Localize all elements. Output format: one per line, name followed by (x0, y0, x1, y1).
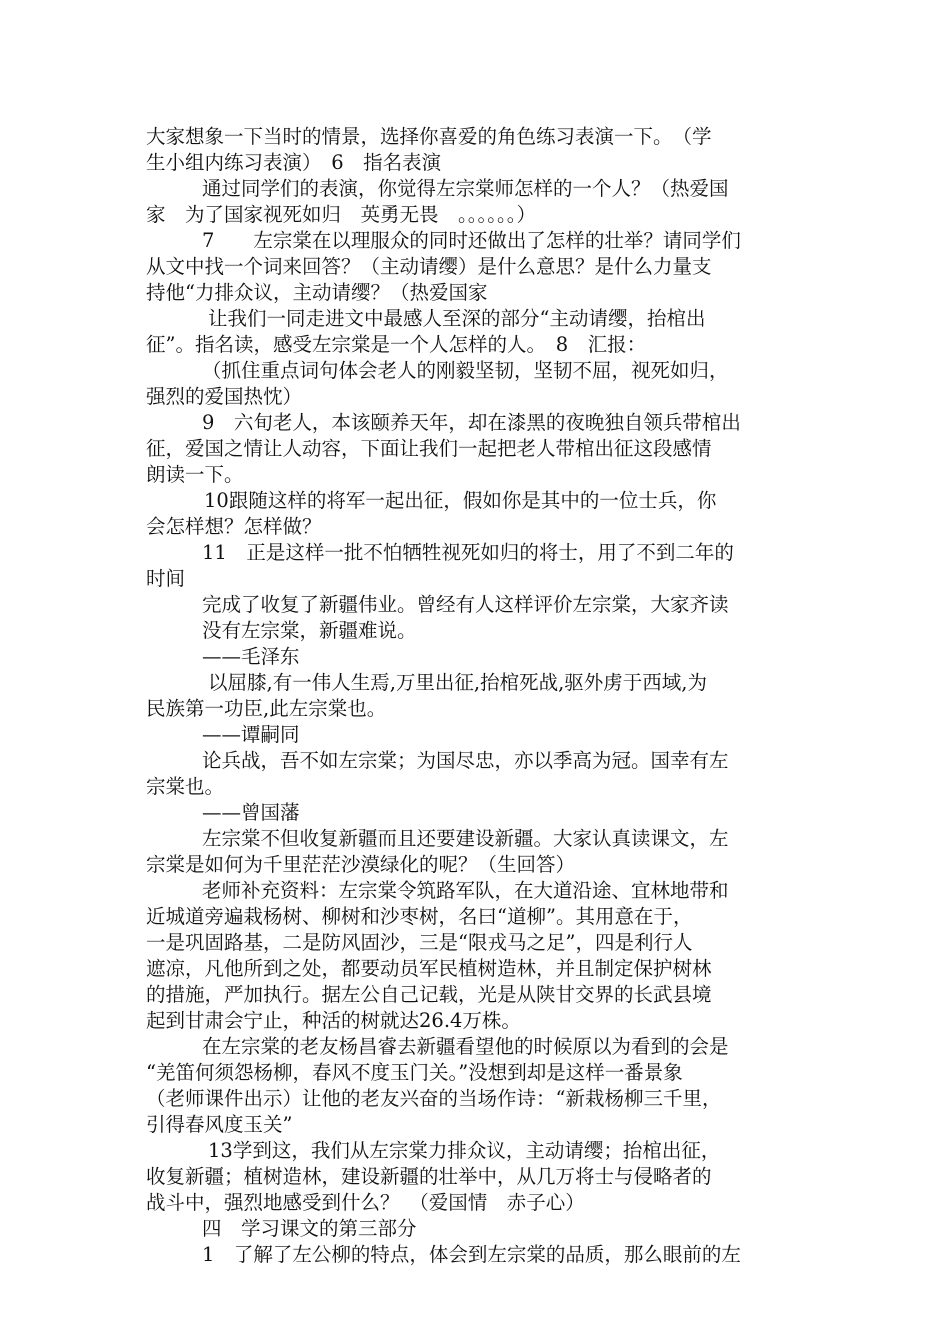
text-line: （老师课件出示）让他的老友兴奋的当场作诗：“新栽杨柳三千里， (146, 1087, 722, 1110)
text-line: 的措施，严加执行。据左公自己记载，光是从陕甘交界的长武县境 (146, 983, 712, 1006)
text-line: （抓住重点词句体会老人的刚毅坚韧，坚韧不屈，视死如归， (202, 359, 729, 382)
text-line: 1 了解了左公柳的特点，体会到左宗棠的品质，那么眼前的左 (202, 1243, 741, 1266)
text-line: 宗棠是如何为千里茫茫沙漠绿化的呢？（生回答） (146, 853, 576, 876)
text-line: 在左宗棠的老友杨昌睿去新疆看望他的时候原以为看到的会是 (202, 1035, 729, 1058)
text-line: ——毛泽东 (202, 645, 300, 668)
text-line: 11 正是这样一批不怕牺牲视死如归的将士，用了不到二年的 (202, 541, 734, 564)
text-line: 9 六旬老人，本该颐养天年，却在漆黑的夜晚独自领兵带棺出 (202, 411, 741, 434)
text-line: 完成了收复了新疆伟业。曾经有人这样评价左宗棠，大家齐读 (202, 593, 729, 616)
text-line: 宗棠也。 (146, 775, 225, 798)
text-line: 7 左宗棠在以理服众的同时还做出了怎样的壮举？请同学们 (202, 229, 741, 252)
text-line: 没有左宗棠，新疆难说。 (202, 619, 417, 642)
text-line: 征”。指名读，感受左宗棠是一个人怎样的人。 8 汇报： (146, 333, 647, 356)
text-line: 民族第一功臣,此左宗棠也。 (146, 697, 387, 720)
text-line: 论兵战，吾不如左宗棠；为国尽忠，亦以季高为冠。国幸有左 (202, 749, 729, 772)
text-line: 会怎样想？怎样做？ (146, 515, 322, 538)
text-line: 一是巩固路基，二是防风固沙，三是“限戎马之足”，四是利行人 (146, 931, 693, 954)
text-line: 起到甘肃会宁止，种活的树就达26.4万株。 (146, 1009, 521, 1032)
text-line: ——曾国藩 (202, 801, 300, 824)
text-line: 13学到这，我们从左宗棠力排众议，主动请缨；抬棺出征， (208, 1139, 721, 1162)
text-line: 收复新疆；植树造林，建设新疆的壮举中，从几万将士与侵略者的 (146, 1165, 712, 1188)
text-line: 生小组内练习表演） 6 指名表演 (146, 151, 442, 174)
text-line: 引得春风度玉关” (146, 1113, 293, 1136)
text-line: ——谭嗣同 (202, 723, 300, 746)
text-line: “羌笛何须怨杨柳，春风不度玉门关。”没想到却是这样一番景象 (146, 1061, 683, 1084)
text-line: 大家想象一下当时的情景，选择你喜爱的角色练习表演一下。 （学 (146, 125, 712, 148)
text-line: 持他“力排众议，主动请缨？（热爱国家 (146, 281, 488, 304)
text-line: 战斗中，强烈地感受到什么？ （爱国情 赤子心） (146, 1191, 585, 1214)
text-line: 让我们一同走进文中最感人至深的部分“主动请缨，抬棺出 (208, 307, 706, 330)
text-line: 以屈膝,有一伟人生焉,万里出征,抬棺死战,驱外虏于西域,为 (208, 671, 707, 694)
text-line: 朗读一下。 (146, 463, 244, 486)
text-line: 遮凉，凡他所到之处，都要动员军民植树造林，并且制定保护树林 (146, 957, 712, 980)
text-line: 家 为了国家视死如归 英勇无畏 。。。。。。） (146, 203, 537, 226)
text-line: 近城道旁遍栽杨树、柳树和沙枣树，名曰“道柳”。其用意在于， (146, 905, 693, 928)
text-line: 征，爱国之情让人动容，下面让我们一起把老人带棺出征这段感情 (146, 437, 712, 460)
text-line: 通过同学们的表演，你觉得左宗棠师怎样的一个人？（热爱国 (202, 177, 729, 200)
text-line: 从文中找一个词来回答？（主动请缨）是什么意思？是什么力量支 (146, 255, 712, 278)
text-line: 左宗棠不但收复新疆而且还要建设新疆。大家认真读课文，左 (202, 827, 729, 850)
text-line: 强烈的爱国热忱） (146, 385, 303, 408)
text-line: 时间 (146, 567, 186, 590)
text-line: 老师补充资料：左宗棠令筑路军队，在大道沿途、宜林地带和 (202, 879, 729, 902)
document-body (146, 124, 810, 1268)
text-line: 10跟随这样的将军一起出征，假如你是其中的一位士兵，你 (204, 489, 717, 512)
text-line: 四 学习课文的第三部分 (202, 1217, 417, 1240)
